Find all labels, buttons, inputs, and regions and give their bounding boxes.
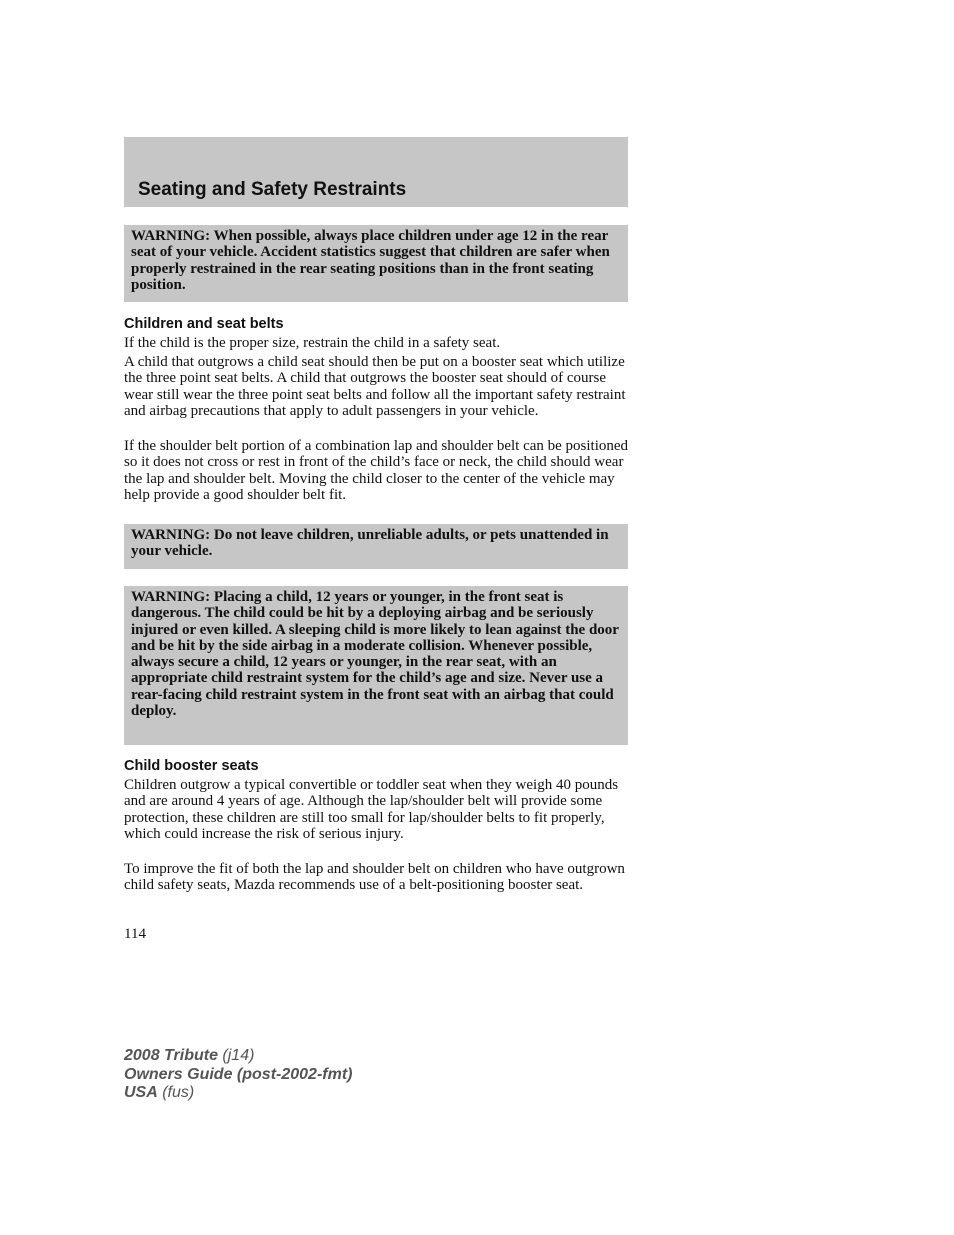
footer-guide: Owners Guide (post-2002-fmt): [124, 1065, 353, 1083]
page-number: 114: [124, 926, 146, 942]
footer-model: 2008 Tribute: [124, 1047, 218, 1064]
warning-box-rear-seat: WARNING: When possible, always place children under age 12 in the rear seat of your vehicle. Accident statistics suggest that children are safer when properly restrained in the rear seating positions than in the front seating position.: [124, 225, 628, 302]
paragraph: To improve the fit of both the lap and shoulder belt on children who have outgrown child safety seats, Mazda recommends use of a belt-positioning booster seat.: [124, 861, 625, 894]
footer-market-code: (fus): [157, 1084, 195, 1101]
footer-line-model: [124, 1047, 352, 1066]
section-heading-children-seat-belts: Children and seat belts: [124, 316, 284, 332]
warning-box-unattended: WARNING: Do not leave children, unreliable adults, or pets unattended in your vehicle.: [124, 524, 628, 569]
paragraph: If the child is the proper size, restrain the child in a safety seat.: [124, 335, 501, 351]
footer-line-market: [124, 1084, 352, 1103]
section-heading-child-booster-seats: Child booster seats: [124, 758, 259, 774]
header-band: [124, 137, 628, 207]
footer-line-guide: [124, 1066, 352, 1085]
paragraph: If the shoulder belt portion of a combination lap and shoulder belt can be positioned so it does not cross or rest in front of the child’s face or neck, the child should wear the lap and shoulder belt. Moving the child closer to the center of the vehicle may help provide a good shoulder belt fit.: [124, 438, 629, 503]
footer-market: USA: [124, 1084, 158, 1101]
paragraph: Children outgrow a typical convertible or toddler seat when they weigh 40 pounds and are around 4 years of age. Although the lap/shoulder belt will provide some protection, these children are still too small for lap/shoulder belts to fit properly, which could increase the risk of serious injury.: [124, 777, 619, 842]
footer-model-code: (j14): [217, 1047, 255, 1064]
warning-box-front-seat-airbag: WARNING: Placing a child, 12 years or younger, in the front seat is dangerous. The child could be hit by a deploying airbag and be seriously injured or even killed. A sleeping child is more likely to lean against the door and be hit by the side airbag in a moderate collision. Whenever possible, always secure a child, 12 years or younger, in the rear seat, with an appropriate child restraint system for the child’s age and size. Never use a rear-facing child restraint system in the front seat with an airbag that could deploy.: [124, 586, 628, 745]
footer-document-info: [124, 1047, 352, 1103]
paragraph: A child that outgrows a child seat should then be put on a booster seat which utilize the three point seat belts. A child that outgrows the booster seat should of course wear still wear the three point seat belts and follow all the important safety restraint and airbag precautions that apply to adult passengers in your vehicle.: [124, 354, 626, 419]
page-title: Seating and Safety Restraints: [138, 179, 407, 200]
